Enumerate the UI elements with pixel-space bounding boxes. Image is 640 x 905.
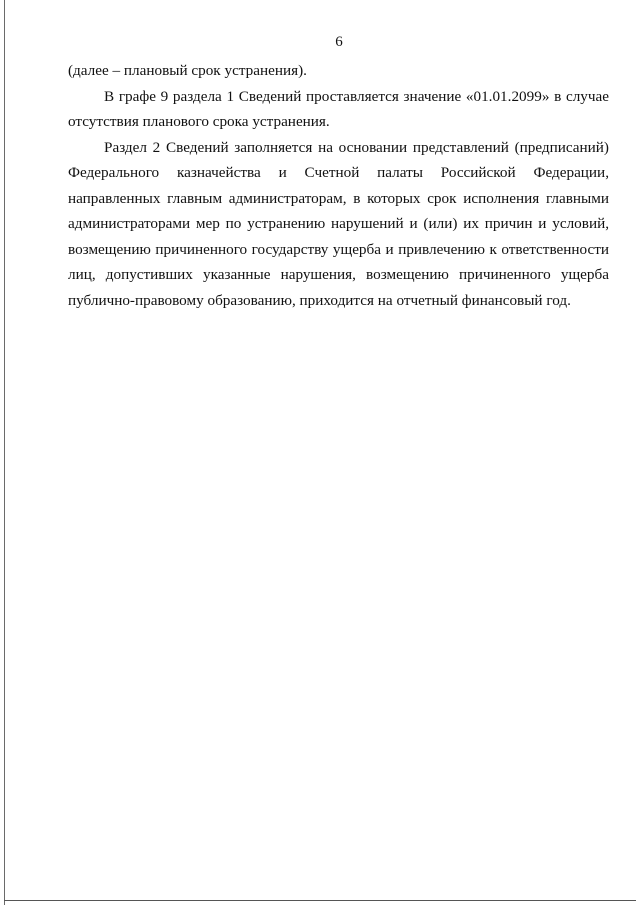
scan-edge-bottom: [4, 900, 636, 901]
paragraph-column-9-value: В графе 9 раздела 1 Сведений проставляется значение «01.01.2099» в случае отсутствия планового срока устранения.: [68, 87, 609, 130]
page-number: 6: [335, 34, 343, 50]
scan-edge-left: [4, 0, 5, 905]
paragraph-continuation: (далее – плановый срок устранения).: [68, 62, 307, 79]
paragraph-section-2: Раздел 2 Сведений заполняется на основании представлений (предписаний) Федерального казначейства и Счетной палаты Российской Федерации, направленных главным администраторам, в которых срок исполнения главными администраторами мер по устранению нарушений и (или) их причин и условий, возмещению причиненного государству ущерба и привлечению к ответственности лиц, допустивших указанные нарушения, возмещению причиненного ущерба публично-правовому образованию, приходится на отчетный финансовый год.: [68, 138, 609, 309]
document-body: [68, 58, 609, 313]
